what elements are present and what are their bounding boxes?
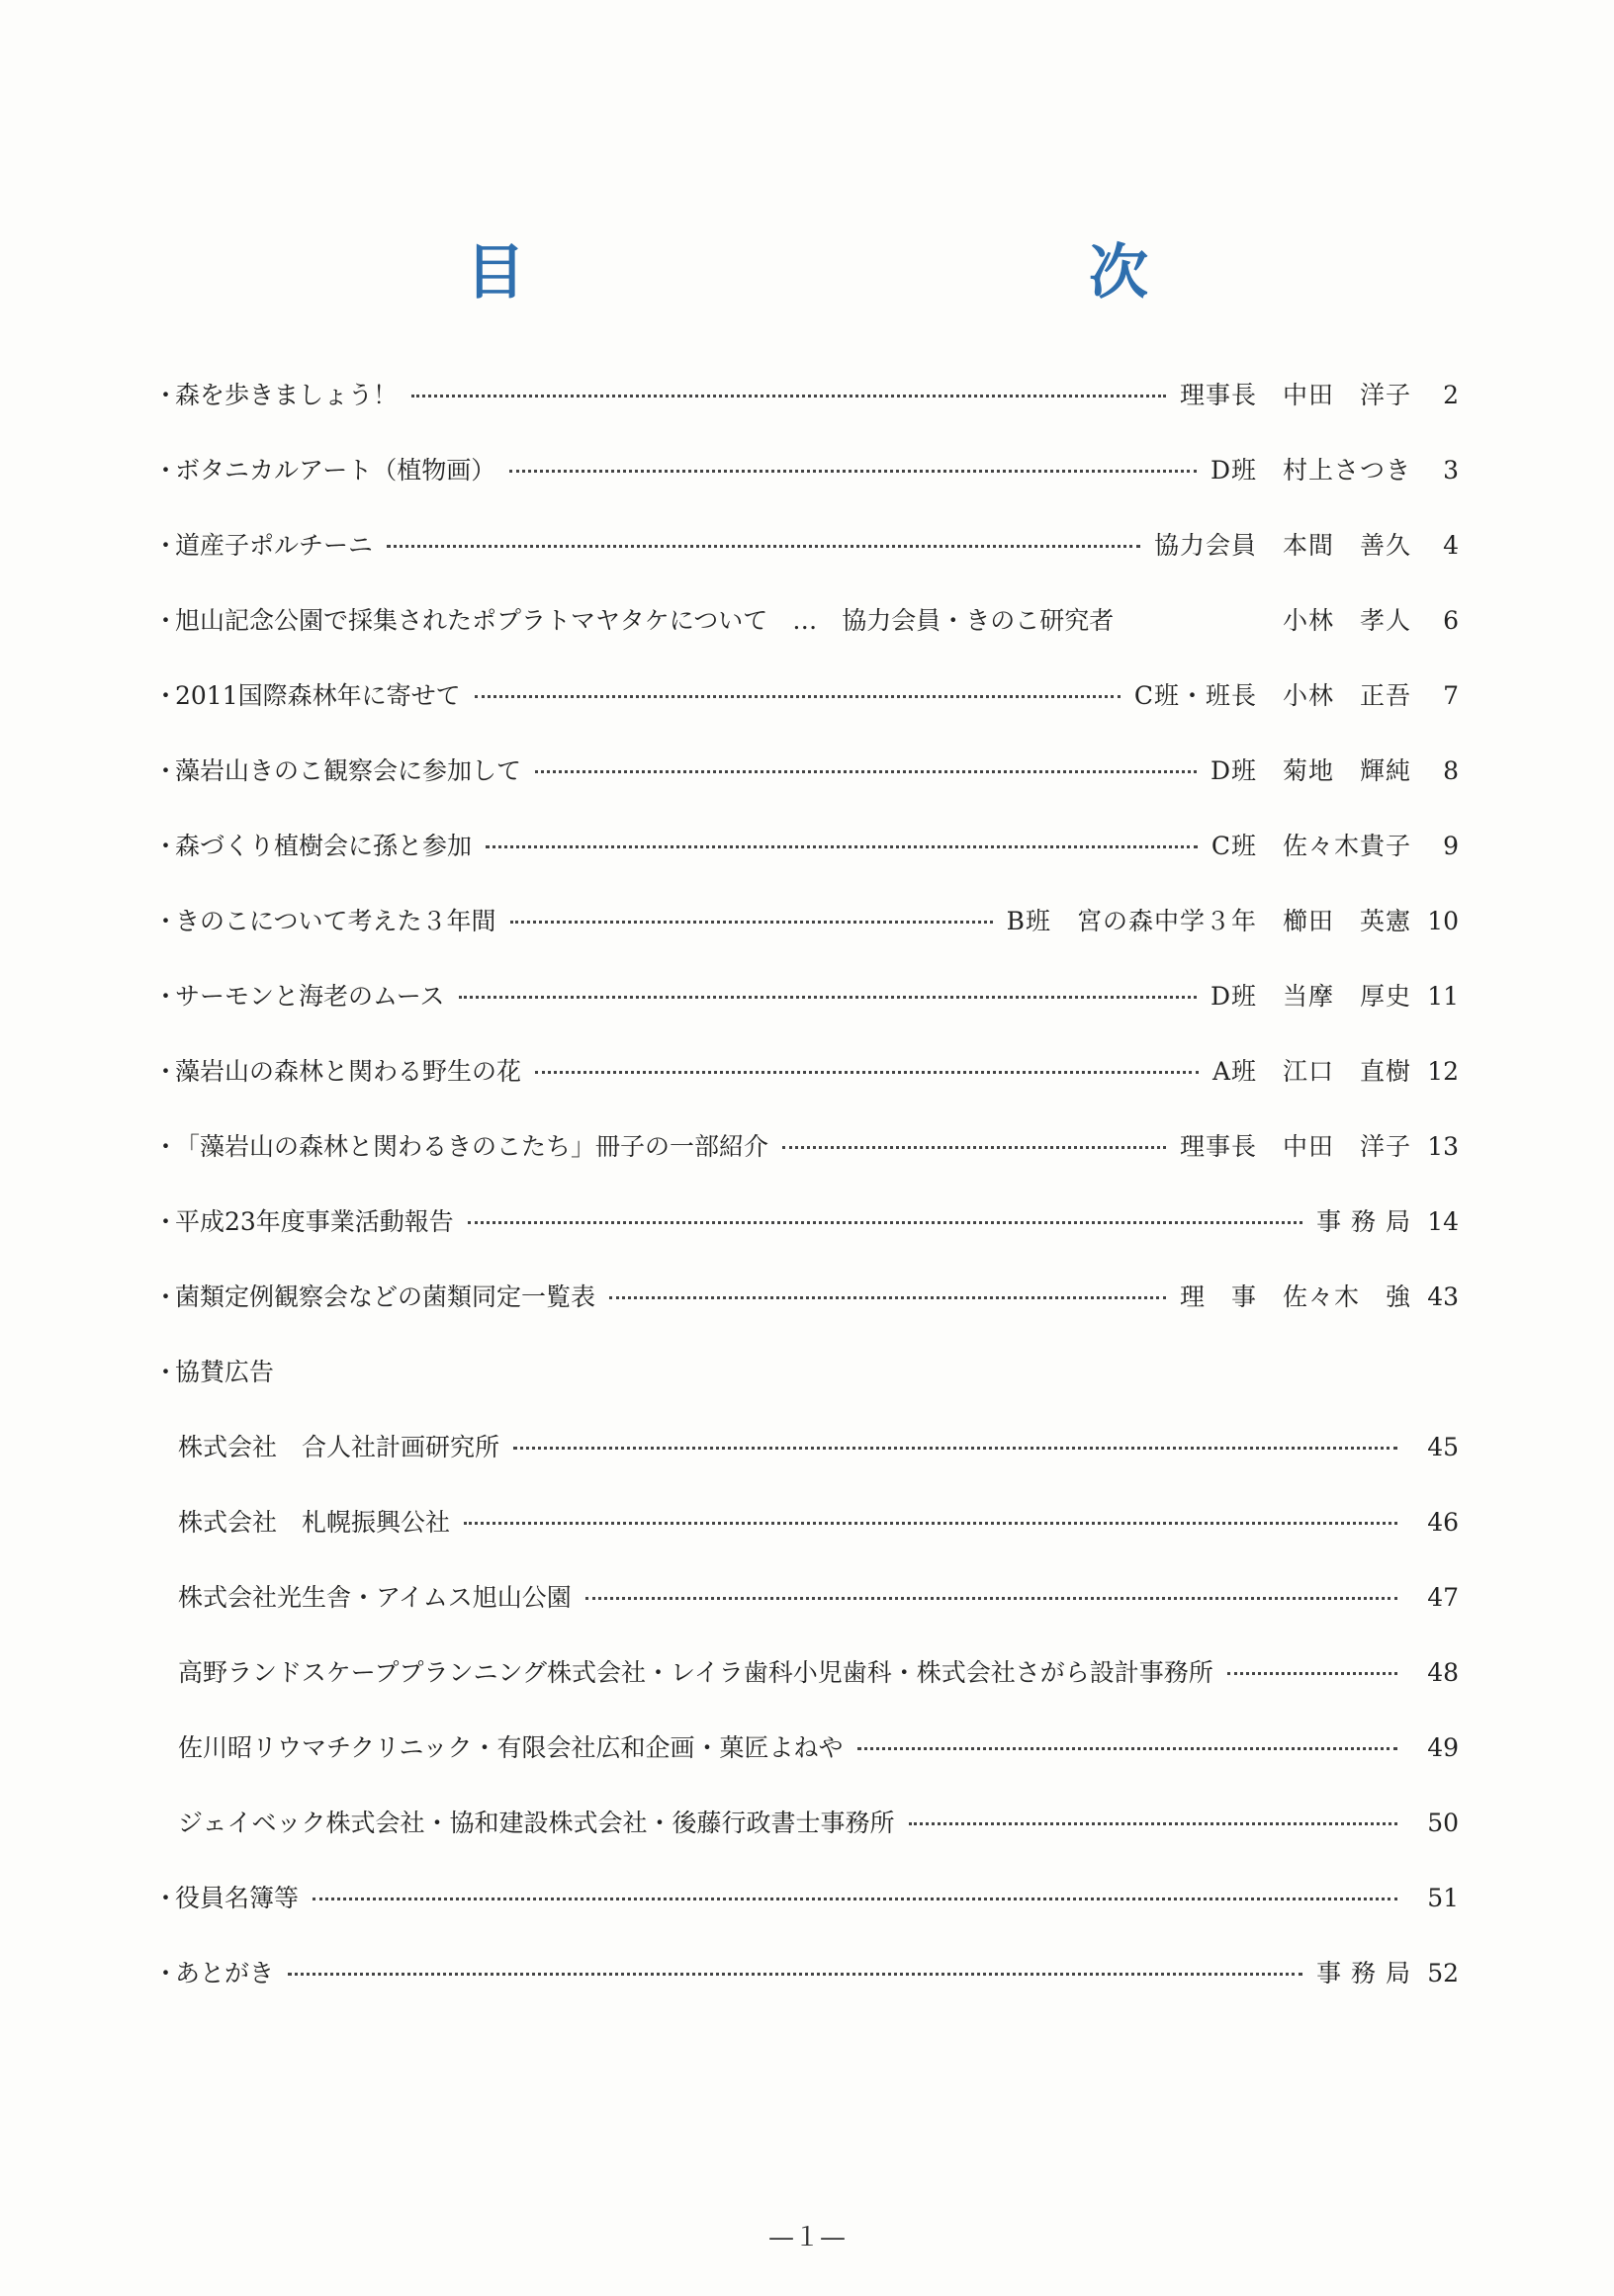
sponsor-entry [153, 1428, 1459, 1503]
toc-page: 13 [1427, 1132, 1459, 1161]
toc-author: 事 務 局 [1316, 1207, 1411, 1236]
sponsor-entry [153, 1804, 1459, 1879]
bullet: ・ [153, 756, 179, 785]
leader-dots [468, 1221, 1302, 1224]
toc-author: D班 菊地 輝純 [1210, 756, 1411, 785]
toc-label: 森を歩きましょう！ [175, 381, 399, 409]
leader-dots [475, 695, 1121, 698]
toc-label: 森づくり植樹会に孫と参加 [175, 832, 473, 860]
table-of-contents [153, 376, 1459, 2029]
sponsor-entry [153, 1653, 1459, 1728]
bullet: ・ [153, 1884, 179, 1912]
bullet: ・ [153, 832, 179, 860]
sponsor-page: 47 [1427, 1583, 1459, 1612]
bullet: ・ [153, 681, 179, 710]
sponsor-page: 50 [1427, 1809, 1459, 1837]
toc-entry [153, 1052, 1459, 1127]
sponsor-label: 株式会社 合人社計画研究所 [178, 1433, 500, 1461]
toc-page: 3 [1443, 456, 1459, 485]
sponsor-page: 46 [1427, 1508, 1459, 1537]
toc-page: 8 [1443, 756, 1459, 785]
toc-entry [153, 1954, 1459, 2029]
bullet: ・ [153, 1057, 179, 1086]
sponsor-label: 佐川昭リウマチクリニック・有限会社広和企画・菓匠よねや [178, 1733, 844, 1762]
toc-label: 菌類定例観察会などの菌類同定一覧表 [175, 1282, 596, 1311]
toc-label: あとがき [175, 1959, 275, 1987]
toc-entry [153, 977, 1459, 1052]
toc-label: サーモンと海老のムース [175, 982, 445, 1011]
leader-dots [535, 1071, 1199, 1074]
sponsor-page: 49 [1427, 1733, 1459, 1762]
toc-page: 4 [1443, 531, 1459, 560]
sponsor-entry [153, 1578, 1459, 1653]
toc-page: 12 [1427, 1057, 1459, 1086]
leader-dots [387, 545, 1140, 548]
leader-dots [509, 470, 1197, 473]
leader-dots [486, 845, 1198, 848]
leader-dots [288, 1973, 1302, 1976]
toc-entry [153, 526, 1459, 601]
toc-entry [153, 1127, 1459, 1202]
toc-author: C班 佐々木貴子 [1210, 832, 1411, 860]
toc-page: 14 [1427, 1207, 1459, 1236]
page-number-footer: —１— [767, 2223, 846, 2252]
bullet: ・ [153, 907, 179, 935]
leader-dots [313, 1898, 1397, 1900]
sponsor-label: 高野ランドスケーププランニング株式会社・レイラ歯科小児歯科・株式会社さがら設計事務所 [178, 1658, 1213, 1687]
leader-dots [585, 1597, 1397, 1600]
toc-author: 協力会員 本間 善久 [1153, 531, 1411, 560]
toc-label: ボタニカルアート（植物画） [175, 456, 496, 485]
bullet: ・ [153, 1132, 179, 1161]
bullet: ・ [153, 606, 179, 635]
leader-dots [909, 1822, 1397, 1825]
bullet: ・ [153, 982, 179, 1011]
sponsor-page: 48 [1427, 1658, 1459, 1687]
leader-dots [857, 1747, 1397, 1750]
toc-author: D班 村上さつき [1210, 456, 1411, 485]
toc-page: 7 [1443, 681, 1459, 710]
toc-page: 51 [1427, 1884, 1459, 1912]
toc-page: 11 [1427, 982, 1459, 1011]
bullet: ・ [153, 1358, 179, 1386]
toc-author: 小林 孝人 [1282, 606, 1411, 635]
toc-author: D班 当摩 厚史 [1210, 982, 1411, 1011]
sponsor-entry [153, 1728, 1459, 1804]
sponsor-label: 株式会社光生舎・アイムス旭山公園 [178, 1583, 572, 1612]
toc-entry [153, 1202, 1459, 1278]
toc-label: 協賛広告 [175, 1358, 275, 1386]
leader-dots [510, 921, 993, 924]
leader-dots [411, 395, 1166, 397]
toc-entry [153, 1879, 1459, 1954]
toc-entry [153, 1278, 1459, 1353]
toc-page: 2 [1443, 381, 1459, 409]
toc-author: C班・班長 小林 正吾 [1133, 681, 1411, 710]
leader-dots [459, 996, 1197, 999]
toc-entry [153, 376, 1459, 451]
toc-label: 藻岩山きのこ観察会に参加して [175, 756, 522, 785]
toc-label: 藻岩山の森林と関わる野生の花 [175, 1057, 522, 1086]
toc-label: 「藻岩山の森林と関わるきのこたち」冊子の一部紹介 [175, 1132, 769, 1161]
bullet: ・ [153, 1282, 179, 1311]
toc-entry [153, 676, 1459, 751]
toc-entry [153, 601, 1459, 676]
sponsor-label: ジェイベック株式会社・協和建設株式会社・後藤行政書士事務所 [178, 1809, 895, 1837]
toc-author: 理事長 中田 洋子 [1179, 1132, 1411, 1161]
toc-author: 事 務 局 [1316, 1959, 1411, 1987]
toc-label: きのこについて考えた３年間 [175, 907, 496, 935]
toc-entry [153, 751, 1459, 827]
toc-label: 2011国際森林年に寄せて [175, 681, 461, 710]
toc-entry [153, 451, 1459, 526]
leader-dots [782, 1146, 1166, 1149]
bullet: ・ [153, 1959, 179, 1987]
leader-dots [513, 1447, 1397, 1450]
toc-author: B班 宮の森中学３年 櫛田 英憲 [1006, 907, 1411, 935]
sponsor-label: 株式会社 札幌振興公社 [178, 1508, 451, 1537]
toc-page: 6 [1443, 606, 1459, 635]
toc-label: 旭山記念公園で採集されたポプラトマヤタケについて … 協力会員・きのこ研究者 [175, 606, 1115, 635]
leader-dots [609, 1296, 1166, 1299]
bullet: ・ [153, 1207, 179, 1236]
toc-label: 役員名簿等 [175, 1884, 300, 1912]
bullet: ・ [153, 531, 179, 560]
toc-author: A班 江口 直樹 [1211, 1057, 1411, 1086]
toc-label: 道産子ポルチーニ [175, 531, 374, 560]
toc-entry-sponsors-heading [153, 1353, 1459, 1428]
bullet: ・ [153, 456, 179, 485]
toc-author: 理事長 中田 洋子 [1179, 381, 1411, 409]
toc-page: 10 [1427, 907, 1459, 935]
leader-dots [535, 770, 1197, 773]
toc-page: 43 [1427, 1282, 1459, 1311]
sponsor-entry [153, 1503, 1459, 1578]
toc-entry [153, 902, 1459, 977]
toc-page: 52 [1427, 1959, 1459, 1987]
toc-entry [153, 827, 1459, 902]
toc-author: 理 事 佐々木 強 [1179, 1282, 1411, 1311]
toc-label: 平成23年度事業活動報告 [175, 1207, 454, 1236]
bullet: ・ [153, 381, 179, 409]
leader-dots [464, 1522, 1397, 1525]
page-title: 目 次 [466, 238, 1297, 308]
leader-dots [1227, 1672, 1397, 1675]
sponsor-page: 45 [1427, 1433, 1459, 1461]
toc-page: 9 [1443, 832, 1459, 860]
